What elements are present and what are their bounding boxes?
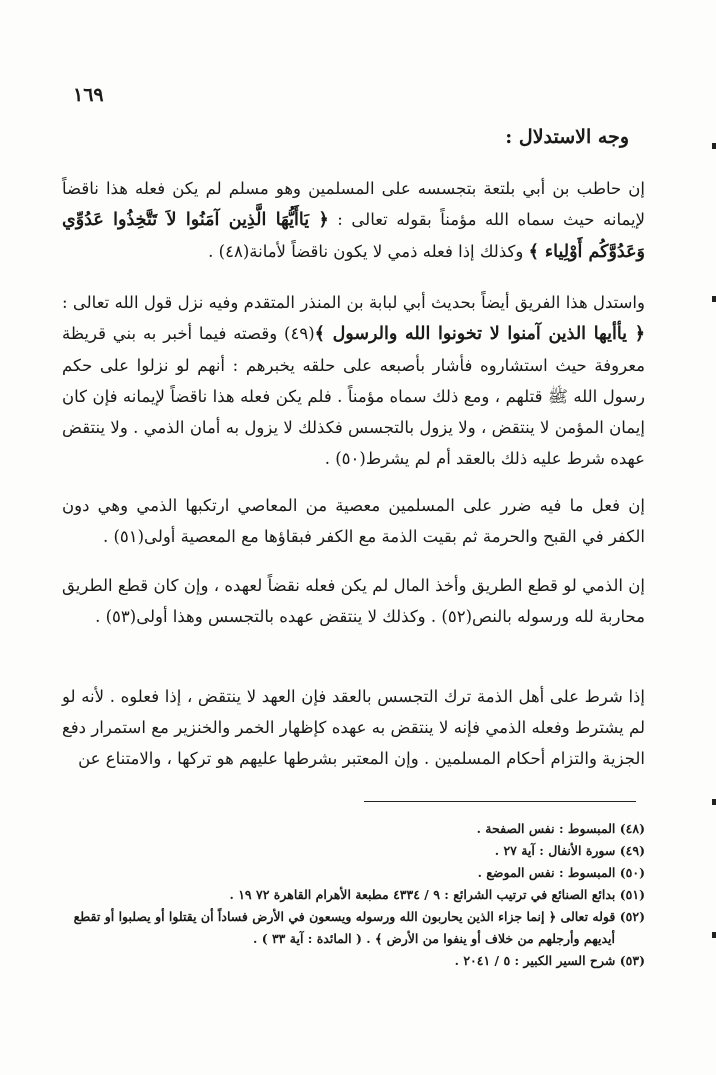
body-paragraph-4 — [62, 570, 645, 632]
footnote-divider — [364, 801, 636, 802]
page-number: ١٦٩ — [73, 84, 104, 106]
paragraph-text: واستدل هذا الفريق أيضاً بحديث أبي لبابة بن المنذر المتقدم وفيه نزل قول الله تعالى : — [62, 293, 645, 312]
paragraph-text: وكذلك إذا فعله ذمي لا يكون ناقضاً لأمانة(٤٨) . — [208, 242, 529, 261]
footnote-f49: (٤٩) سورة الأنفال : آية ٢٧ . — [494, 843, 645, 858]
paragraph-text: إن حاطب بن أبي بلتعة بتجسسه على المسلمين وهو مسلم لم يكن فعله هذا ناقضاً لإيمانه حيث سماه الله مؤمناً بقوله تعالى : — [62, 179, 646, 229]
footnote-f50: (٥٠) المبسوط : نفس الموضع . — [477, 865, 645, 880]
quran-verse: ﴿ يَاأَيُّهَا الَّذِين آمَنُوا لاَ تَتَّخِذُوا عَدُوِّي وَعَدُوَّكُم أَوْلِياء ﴾ — [62, 210, 645, 262]
footnotes-section — [62, 818, 645, 972]
page-edge-mark — [712, 932, 716, 938]
paragraph-text: إن الذمي لو قطع الطريق وأخذ المال لم يكن فعله نقضاً لعهده ، وإن كان قطع الطريق محاربة لله ورسوله بالنص(٥٢) . وكذلك لا ينتقض عهده بالتجسس وهذا أولى(٥٣) . — [62, 576, 645, 626]
page-edge-mark — [712, 143, 716, 149]
page-edge-mark — [712, 296, 716, 302]
body-paragraph-5 — [62, 681, 645, 774]
footnote-f51: (٥١) بدائع الصنائع في ترتيب الشرائع : ٩ / ٤٣٣٤ مطبعة الأهرام القاهرة ٧٢ ١٩ . — [229, 887, 645, 902]
footnote-f52b: أيديهم وأرجلهم من خلاف أو ينفوا من الأرض ﴾ . ( المائدة : آية ٣٣ ) . — [252, 931, 615, 946]
footnote-f48: (٤٨) المبسوط : نفس الصفحة . — [476, 821, 645, 836]
page-edge-mark — [712, 799, 716, 805]
body-paragraph-2 — [62, 287, 645, 474]
section-heading: وجه الاستدلال : — [505, 126, 629, 148]
body-paragraph-3 — [62, 490, 645, 552]
paragraph-text: إن فعل ما فيه ضرر على المسلمين معصية من المعاصي ارتكبها الذمي وهي دون الكفر في القبح والحرمة ثم بقيت الذمة مع الكفر فبقاؤها مع المعصية أولى(٥١) . — [62, 496, 645, 546]
body-paragraph-1 — [62, 173, 645, 268]
quran-verse: ﴿ يأأيها الذين آمنوا لا تخونوا الله والرسول ﴾ — [314, 324, 645, 344]
footnote-f53: (٥٣) شرح السير الكبير : ٥ / ٢٠٤١ . — [454, 953, 645, 968]
paragraph-text: (٤٩) وقصته فيما أخبر به بني قريظة معروفة حيث استشاروه فأشار بأصبعه على حلقه يخبرهم : أنهم لو نزلوا على حكم رسول الله ﷺ قتلهم ، ومع ذلك سماه مؤمناً . فلم يكن فعله هذا ناقضاً لإيمانه فإن كان إيمان المؤمن لا ينتقض ، ولا يزول بالتجسس فكذلك لا يزول به أمان الذمي . ولا ينتقض عهده شرط عليه ذلك بالعقد أم لم يشرط(٥٠) . — [62, 324, 645, 468]
paragraph-text: إذا شرط على أهل الذمة ترك التجسس بالعقد فإن العهد لا ينتقض ، إذا فعلوه . لأنه لو لم يشترط وفعله الذمي فإنه لا ينتقض به عهده كإظهار الخمر والخنزير مع استمرار دفع الجزية والتزام أحكام المسلمين . وإن المعتبر بشرطها عليهم هو تركها ، والامتناع عن — [62, 687, 645, 768]
footnote-f52a: (٥٢) قوله تعالى ﴿ إنما جزاء الذين يحاربون الله ورسوله ويسعون في الأرض فساداً أن يقتلوا أو يصلبوا أو تقطع — [73, 909, 645, 924]
